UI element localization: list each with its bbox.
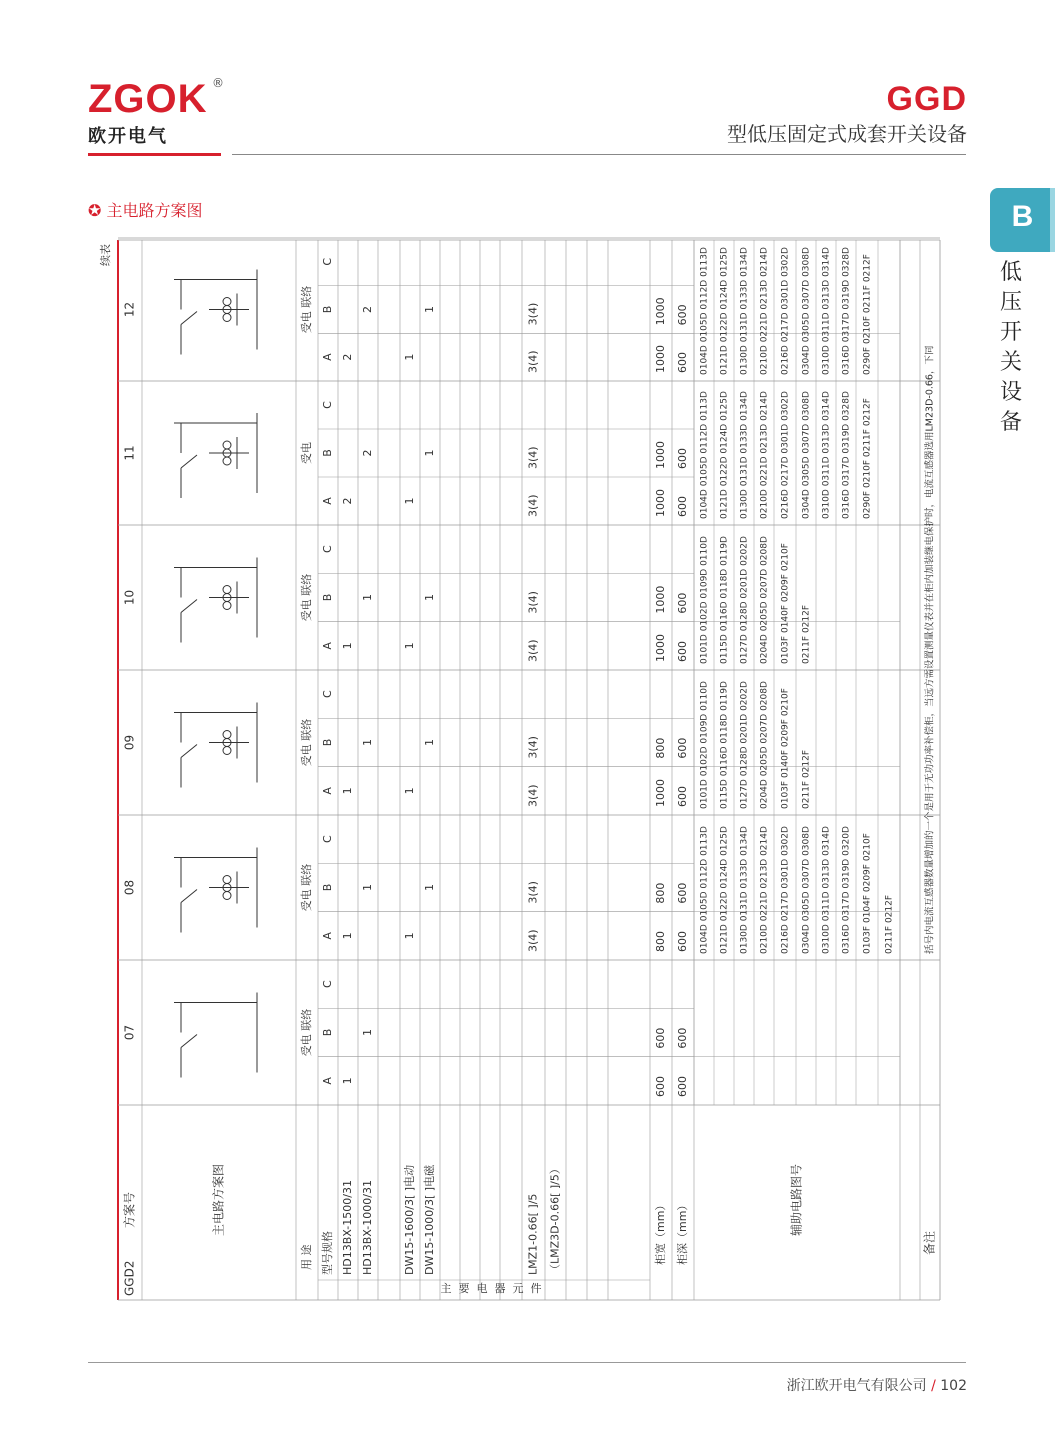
cell-dw1600: 1 <box>403 787 416 795</box>
product-code: GGD <box>886 80 967 118</box>
cell-abc: B <box>321 305 334 314</box>
cell-abc: B <box>321 1028 334 1037</box>
cell-hd1500: 1 <box>341 642 354 650</box>
aux-circuit-code: 0127D 0128D 0201D 0202D <box>739 681 750 809</box>
scheme-use: 受电 联络 <box>300 718 313 767</box>
page-footer <box>787 1375 967 1395</box>
cell-depth: 600 <box>676 641 689 662</box>
diagram-stroke <box>181 1035 197 1048</box>
cell-lmz: 3(4) <box>526 784 540 807</box>
logo-chinese-name: 欧开电气 <box>88 126 168 147</box>
cell-depth: 600 <box>676 352 689 373</box>
diagram-header: 主电路方案图 <box>211 1163 226 1237</box>
cell-lmz: 3(4) <box>526 639 540 662</box>
diagram-stroke <box>181 890 197 903</box>
ct-icon <box>223 586 231 594</box>
cell-dw1600: 1 <box>403 642 416 650</box>
cell-hd1000: 1 <box>361 594 374 601</box>
cell-width: 1000 <box>654 585 667 614</box>
row-label-hd1000: HD13BX-1000/31 <box>361 1180 374 1275</box>
cell-depth: 600 <box>676 931 689 952</box>
scheme-number: 12 <box>122 301 137 318</box>
scheme-use: 受电 联络 <box>300 863 313 912</box>
cell-width: 1000 <box>654 779 667 807</box>
cell-width: 800 <box>654 931 667 952</box>
aux-circuit-code: 0216D 0217D 0301D 0302D <box>780 391 791 519</box>
cell-abc: A <box>321 353 334 361</box>
cell-abc: C <box>321 980 334 989</box>
registered-mark: ® <box>212 76 224 90</box>
footer-company: 浙江欧开电气有限公司 <box>786 1378 927 1394</box>
row-label-dw1600: DW15-1600/3[ ]电动 <box>403 1164 416 1275</box>
cell-hd1500: 1 <box>341 787 354 795</box>
footer-divider <box>88 1362 966 1363</box>
aux-circuit-code: 0130D 0131D 0133D 0134D <box>739 826 750 954</box>
gear-bullet-icon: ✪ <box>88 201 102 220</box>
row-label-dw1000: DW15-1000/3[ ]电磁 <box>423 1164 436 1275</box>
aux-circuit-code: 0216D 0217D 0301D 0302D <box>780 826 791 954</box>
aux-circuit-code: 0204D 0205D 0207D 0208D <box>759 536 770 664</box>
cell-hd1500: 1 <box>341 932 354 940</box>
cell-dw1000: 1 <box>423 884 436 891</box>
row-label-aux: 辅助电路图号 <box>789 1163 804 1237</box>
footer-separator: / <box>931 1378 936 1394</box>
scheme-use: 受电 <box>300 442 313 464</box>
circuit-diagram <box>174 993 257 1078</box>
cell-hd1000: 1 <box>361 884 374 891</box>
aux-circuit-code: 0316D 0317D 0319D 0328D <box>841 391 852 519</box>
diagram-stroke <box>181 600 197 613</box>
cell-lmz: 3(4) <box>526 929 540 952</box>
remarks-text: 括号内电流互感器数量增加的一个是用于无功功率补偿柜，当远方需设置测量仪表并在柜内加装继电保护时，电流互感器选用LM23D-0.66，下同 <box>924 345 936 954</box>
model-header: 型号规格 <box>321 1231 334 1275</box>
ct-icon <box>223 876 231 884</box>
aux-circuit-code: 0121D 0122D 0124D 0125D <box>719 247 730 375</box>
cell-abc: A <box>321 932 334 940</box>
aux-circuit-code: 0204D 0205D 0207D 0208D <box>759 681 770 809</box>
cell-abc: C <box>321 690 334 699</box>
cell-width: 1000 <box>654 345 667 373</box>
row-label-depth: 柜深（mm） <box>676 1199 689 1265</box>
aux-circuit-code: 0210D 0221D 0213D 0214D <box>759 247 770 375</box>
ct-icon <box>223 314 231 322</box>
continued-label: 续表 <box>99 244 112 266</box>
main-components-label: 主 要 电 器 元 件 <box>440 1282 542 1295</box>
cell-lmz: 3(4) <box>526 302 540 326</box>
aux-circuit-code: 0290F 0210F 0211F 0212F <box>862 398 873 519</box>
aux-circuit-code: 0130D 0131D 0133D 0134D <box>739 247 750 375</box>
cell-depth: 600 <box>676 1027 689 1049</box>
cell-hd1000: 2 <box>361 449 374 457</box>
cell-hd1000: 2 <box>361 306 374 313</box>
aux-circuit-code: 0304D 0305D 0307D 0308D <box>801 247 812 375</box>
cell-depth: 600 <box>676 882 689 904</box>
aux-circuit-code: 0304D 0305D 0307D 0308D <box>801 826 812 954</box>
aux-circuit-code: 0103F 0140F 0209F 0210F <box>780 543 791 664</box>
cell-abc: A <box>321 787 334 795</box>
aux-circuit-code: 0210D 0221D 0213D 0214D <box>759 391 770 519</box>
aux-circuit-code: 0121D 0122D 0124D 0125D <box>719 391 730 519</box>
cell-abc: B <box>321 593 334 602</box>
series-name: GGD2 <box>122 1260 137 1296</box>
aux-circuit-code: 0104D 0105D 0112D 0113D <box>699 247 710 375</box>
circuit-diagram <box>174 270 257 355</box>
aux-circuit-code: 0310D 0311D 0313D 0314D <box>821 391 832 519</box>
cell-lmz: 3(4) <box>526 494 540 517</box>
aux-circuit-code: 0130D 0131D 0133D 0134D <box>739 391 750 519</box>
cell-depth: 600 <box>676 737 689 759</box>
aux-circuit-code: 0127D 0128D 0201D 0202D <box>739 536 750 664</box>
ct-icon <box>223 731 231 739</box>
row-label-hd1500: HD13BX-1500/31 <box>341 1180 354 1275</box>
circuit-diagram <box>174 703 257 788</box>
page-number: 102 <box>940 1378 967 1394</box>
scheme-number: 07 <box>122 1024 137 1041</box>
aux-circuit-code: 0211F 0212F <box>801 749 812 809</box>
aux-circuit-code: 0103F 0104F 0209F 0210F <box>862 833 873 954</box>
cell-dw1000: 1 <box>423 306 436 313</box>
cell-dw1600: 1 <box>403 932 416 940</box>
aux-circuit-code: 0104D 0105D 0112D 0113D <box>699 826 710 954</box>
cell-width: 1000 <box>654 297 667 326</box>
aux-circuit-code: 0290F 0210F 0211F 0212F <box>862 254 873 375</box>
aux-circuit-code: 0115D 0116D 0118D 0119D <box>719 536 730 664</box>
cell-lmz: 3(4) <box>526 591 540 614</box>
aux-circuit-code: 0316D 0317D 0319D 0328D <box>841 247 852 375</box>
cell-dw1600: 1 <box>403 497 416 505</box>
scheme-number: 10 <box>122 589 137 606</box>
diagram-stroke <box>181 312 197 325</box>
cell-lmz: 3(4) <box>526 881 540 904</box>
cell-abc: C <box>321 835 334 844</box>
aux-circuit-code: 0101D 0102D 0109D 0110D <box>699 681 710 809</box>
circuit-diagram <box>174 558 257 643</box>
product-title: 型低压固定式成套开关设备 <box>727 122 967 146</box>
logo-text: ZGOK <box>88 77 208 121</box>
ct-icon <box>223 457 231 465</box>
cell-hd1000: 1 <box>361 739 374 746</box>
cell-width: 600 <box>654 1076 667 1097</box>
cell-hd1500: 1 <box>341 1077 354 1085</box>
aux-circuit-code: 0104D 0105D 0112D 0113D <box>699 391 710 519</box>
row-label-width: 柜宽（mm） <box>654 1199 667 1265</box>
cell-abc: B <box>321 449 334 457</box>
cell-lmz: 3(4) <box>526 446 540 469</box>
aux-circuit-code: 0115D 0116D 0118D 0119D <box>719 681 730 809</box>
cell-abc: B <box>321 883 334 892</box>
cell-width: 1000 <box>654 634 667 662</box>
ct-icon <box>223 441 231 449</box>
circuit-diagram <box>174 413 257 498</box>
cell-depth: 600 <box>676 496 689 517</box>
table-grid <box>98 238 940 1300</box>
aux-circuit-code: 0316D 0317D 0319D 0320D <box>841 826 852 954</box>
scheme-number: 08 <box>122 879 137 896</box>
cell-abc: C <box>321 401 334 409</box>
row-label-lmz3: （LMZ3D-0.66[ ]/5） <box>548 1163 562 1275</box>
cell-width: 800 <box>654 882 667 904</box>
cell-depth: 600 <box>676 304 689 326</box>
ct-icon <box>223 602 231 610</box>
row-label-remarks: 备注 <box>922 1230 937 1255</box>
use-header: 用 途 <box>300 1244 313 1270</box>
cell-width: 1000 <box>654 441 667 469</box>
cell-width: 600 <box>654 1027 667 1049</box>
cell-hd1000: 1 <box>361 1029 374 1036</box>
cell-hd1500: 2 <box>341 497 354 505</box>
cell-abc: A <box>321 642 334 650</box>
cell-abc: A <box>321 497 334 505</box>
cell-dw1000: 1 <box>423 449 436 457</box>
cell-lmz: 3(4) <box>526 736 540 759</box>
cell-dw1000: 1 <box>423 739 436 746</box>
cell-dw1000: 1 <box>423 594 436 601</box>
row-label-lmz1: LMZ1-0.66[ ]/5 <box>526 1193 540 1275</box>
cell-abc: C <box>321 545 334 554</box>
cell-width: 800 <box>654 737 667 759</box>
scheme-number: 11 <box>122 445 137 461</box>
cell-abc: B <box>321 738 334 747</box>
cell-abc: C <box>321 257 334 266</box>
section-heading-text: 主电路方案图 <box>106 201 203 220</box>
cell-depth: 600 <box>676 592 689 614</box>
cell-dw1600: 1 <box>403 353 416 361</box>
aux-circuit-code: 0310D 0311D 0313D 0314D <box>821 826 832 954</box>
section-tab-label: 低压开关设备 <box>999 260 1022 435</box>
scheme-use: 受电 联络 <box>300 285 313 334</box>
diagram-stroke <box>181 455 197 468</box>
scheme-use: 受电 联络 <box>300 573 313 622</box>
scheme-number: 09 <box>122 734 137 751</box>
cell-depth: 600 <box>676 448 689 469</box>
aux-circuit-code: 0121D 0122D 0124D 0125D <box>719 826 730 954</box>
aux-circuit-code: 0304D 0305D 0307D 0308D <box>801 391 812 519</box>
circuit-diagram <box>174 848 257 933</box>
cell-hd1500: 2 <box>341 353 354 361</box>
diagram-stroke <box>181 745 197 758</box>
scheme-no-header: 方案号 <box>122 1191 137 1229</box>
scheme-use: 受电 联络 <box>300 1008 313 1057</box>
ct-icon <box>223 747 231 755</box>
section-tab[interactable]: B <box>990 188 1055 252</box>
aux-circuit-code: 0210D 0221D 0213D 0214D <box>759 826 770 954</box>
cell-depth: 600 <box>676 1076 689 1097</box>
aux-circuit-code: 0216D 0217D 0301D 0302D <box>780 247 791 375</box>
cell-width: 1000 <box>654 489 667 517</box>
aux-circuit-code: 0211F 0212F <box>801 604 812 664</box>
aux-circuit-code: 0101D 0102D 0109D 0110D <box>699 536 710 664</box>
aux-circuit-code: 0211F 0212F <box>884 894 895 954</box>
cell-depth: 600 <box>676 786 689 807</box>
aux-circuit-code: 0310D 0311D 0313D 0314D <box>821 247 832 375</box>
cell-lmz: 3(4) <box>526 350 540 373</box>
aux-circuit-code: 0103F 0140F 0209F 0210F <box>780 688 791 809</box>
ct-icon <box>223 298 231 306</box>
ct-icon <box>223 892 231 900</box>
cell-abc: A <box>321 1077 334 1085</box>
